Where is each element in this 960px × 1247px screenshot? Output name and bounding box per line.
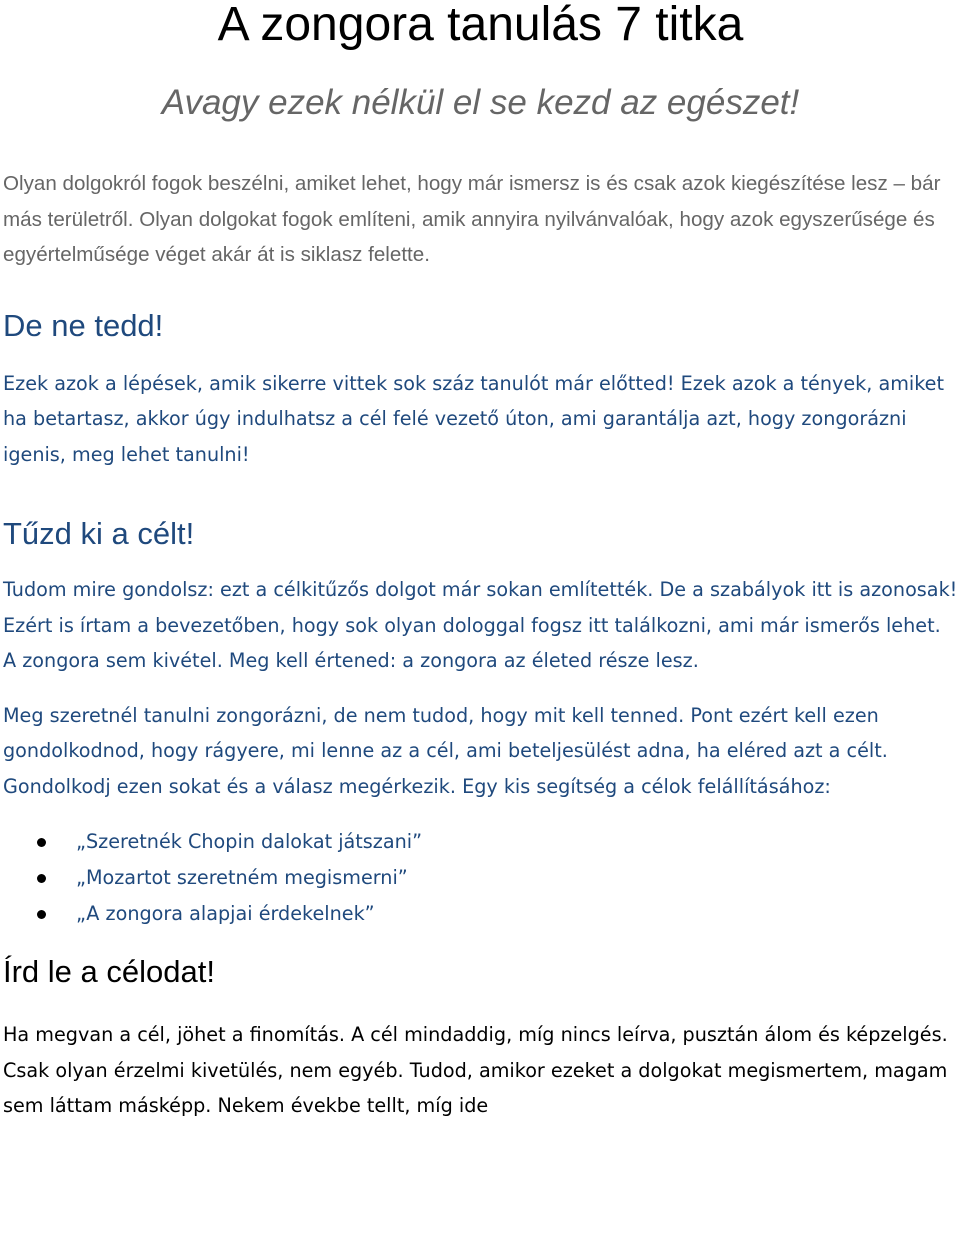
list-item bbox=[3, 860, 958, 896]
page-title: A zongora tanulás 7 titka bbox=[217, 0, 744, 51]
paragraph-write-goal: Ha megvan a cél, jöhet a finomítás. A cél mindaddig, míg nincs leírva, pusztán álom és képzelgés. Csak olyan érzelmi kivetülés, nem egyéb. Tudod, amikor ezeket a dolgokat megismertem, magam sem láttam másképp. Nekem évekbe tellt, míg ide bbox=[3, 1023, 948, 1117]
bullet-icon bbox=[37, 874, 46, 883]
heading-tuzd-ki-a-celt: Tűzd ki a célt! bbox=[3, 516, 195, 551]
list-item bbox=[3, 896, 958, 932]
goal-examples-list bbox=[3, 824, 958, 932]
list-item-text: „Szeretnék Chopin dalokat játszani” bbox=[76, 830, 423, 853]
list-item-text: „Mozartot szeretném megismerni” bbox=[76, 866, 408, 889]
list-item bbox=[3, 824, 958, 860]
heading-ird-le-a-celodat: Írd le a célodat! bbox=[3, 954, 215, 989]
paragraph-steps: Ezek azok a lépések, amik sikerre vittek sok száz tanulót már előtted! Ezek azok a tények, amiket ha betartasz, akkor úgy indulhatsz a cél felé vezető úton, ami garantálja azt, hogy zongorázni igenis, meg lehet tanulni! bbox=[3, 371, 945, 466]
document-page bbox=[3, 0, 958, 1124]
list-item-text: „A zongora alapjai érdekelnek” bbox=[76, 902, 375, 925]
paragraph-goal-intro: Tudom mire gondolsz: ezt a célkitűzős dolgot már sokan említették. De a szabályok itt is azonosak! Ezért is írtam a bevezetőben, hogy sok olyan dologgal fogsz itt találkozni, ami már ismerős lehet. A zongora sem kivétel. Meg kell értened: a zongora az életed része lesz. bbox=[3, 578, 958, 672]
intro-paragraph: Olyan dolgokról fogok beszélni, amiket lehet, hogy már ismersz is és csak azok kiegészítése lesz – bár más területről. Olyan dolgokat fogok említeni, amik annyira nyilvánvalóak, hogy azok egyszerűsége és egyértelműsége véget akár át is siklasz felette. bbox=[3, 172, 941, 266]
page-subtitle: Avagy ezek nélkül el se kezd az egészet! bbox=[161, 83, 800, 122]
heading-de-ne-tedd: De ne tedd! bbox=[3, 307, 164, 343]
bullet-icon bbox=[37, 838, 46, 847]
paragraph-goal-help: Meg szeretnél tanulni zongorázni, de nem tudod, hogy mit kell tenned. Pont ezért kell ezen gondolkodnod, hogy rágyere, mi lenne az a cél, ami beteljesülést adna, ha eléred azt a célt. Gondolkodj ezen sokat és a válasz megérkezik. Egy kis segítség a célok felállításához: bbox=[3, 703, 888, 798]
bullet-icon bbox=[37, 910, 46, 919]
